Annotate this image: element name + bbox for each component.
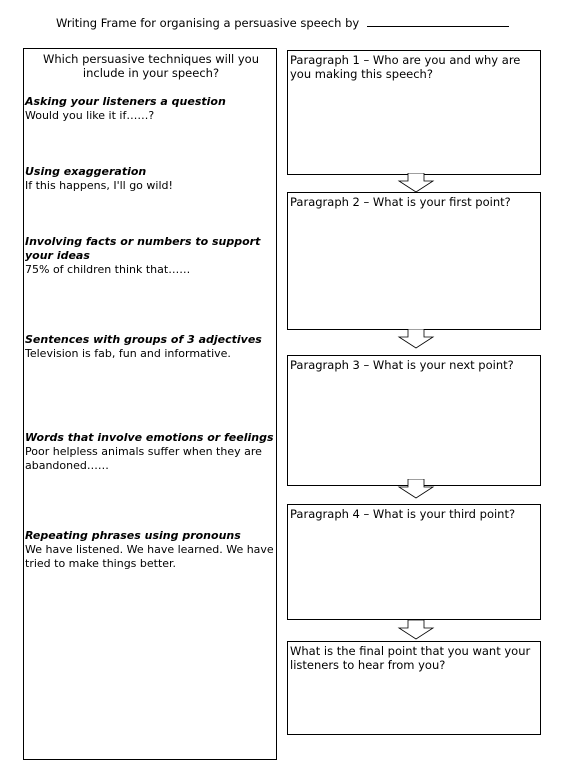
paragraph-4-box[interactable] — [287, 504, 541, 620]
final-point-box[interactable] — [287, 641, 541, 735]
page-title-text: Writing Frame for organising a persuasive speech by — [56, 16, 360, 30]
name-blank-line[interactable] — [367, 16, 509, 27]
technique-pronouns — [25, 529, 276, 571]
techniques-box — [23, 48, 277, 760]
technique-adjectives — [25, 333, 276, 361]
technique-emotions — [25, 431, 276, 473]
technique-exaggeration — [25, 165, 276, 193]
paragraph-2-box[interactable] — [287, 192, 541, 330]
down-arrow-icon — [396, 329, 436, 349]
down-arrow-icon — [396, 479, 436, 499]
down-arrow-icon — [396, 173, 436, 193]
technique-example: Television is fab, fun and informative. — [25, 347, 231, 360]
technique-question — [25, 95, 276, 123]
technique-example: If this happens, I'll go wild! — [25, 179, 173, 192]
technique-example: Poor helpless animals suffer when they are abandoned…… — [25, 445, 262, 472]
paragraph-2-prompt: Paragraph 2 – What is your first point? — [290, 195, 511, 209]
technique-example: 75% of children think that…… — [25, 263, 191, 276]
technique-title: Asking your listeners a question — [25, 95, 226, 108]
down-arrow-icon — [396, 620, 436, 640]
technique-title: Sentences with groups of 3 adjectives — [25, 333, 262, 346]
technique-title: Using exaggeration — [25, 165, 147, 178]
techniques-heading: Which persuasive techniques will you include in your speech? — [42, 52, 260, 80]
paragraph-1-prompt: Paragraph 1 – Who are you and why are you making this speech? — [290, 53, 521, 81]
technique-title: Involving facts or numbers to support your ideas — [25, 235, 261, 262]
technique-facts — [25, 235, 276, 277]
page-title — [56, 16, 516, 30]
paragraph-1-box[interactable] — [287, 50, 541, 175]
technique-example: Would you like it if……? — [25, 109, 155, 122]
paragraph-4-prompt: Paragraph 4 – What is your third point? — [290, 507, 516, 521]
technique-title: Repeating phrases using pronouns — [25, 529, 241, 542]
paragraph-3-prompt: Paragraph 3 – What is your next point? — [290, 358, 514, 372]
final-point-prompt: What is the final point that you want your listeners to hear from you? — [290, 644, 531, 672]
paragraph-3-box[interactable] — [287, 355, 541, 486]
technique-title: Words that involve emotions or feelings — [25, 431, 274, 444]
technique-example: We have listened. We have learned. We have tried to make things better. — [25, 543, 274, 570]
